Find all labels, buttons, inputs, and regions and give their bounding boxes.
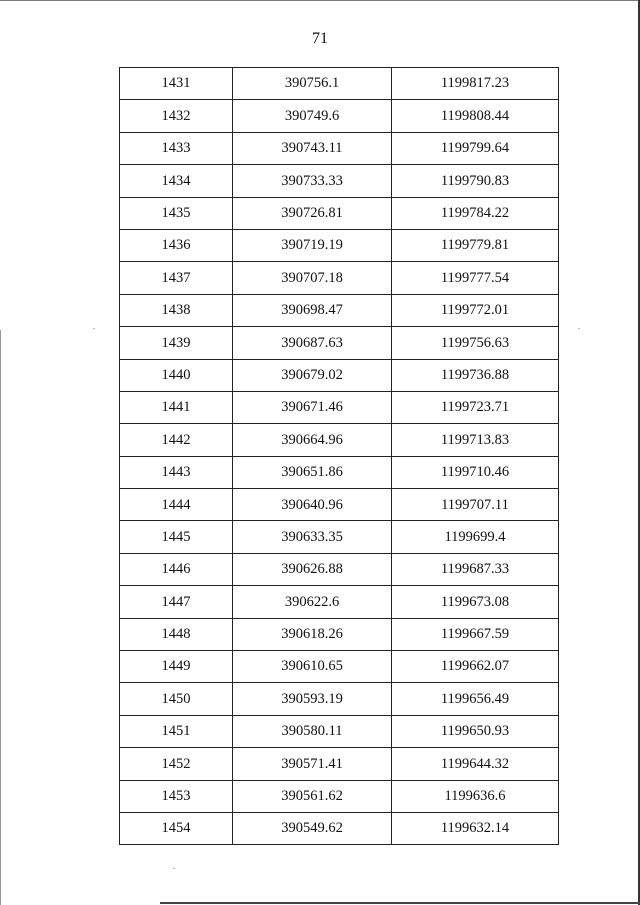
page-number: 71 — [312, 30, 328, 47]
table-row — [120, 618, 559, 650]
table-row — [120, 683, 559, 715]
x-coordinate-cell: 390593.19 — [233, 683, 392, 715]
x-coordinate-cell: 390664.96 — [233, 424, 392, 456]
y-coordinate-cell: 1199644.32 — [392, 748, 559, 780]
point-number-cell: 1448 — [120, 618, 233, 650]
point-number-cell: 1436 — [120, 229, 233, 261]
x-coordinate-cell: 390610.65 — [233, 651, 392, 683]
x-coordinate-cell: 390626.88 — [233, 553, 392, 585]
y-coordinate-cell: 1199723.71 — [392, 391, 559, 423]
y-coordinate-cell: 1199779.81 — [392, 229, 559, 261]
x-coordinate-cell: 390640.96 — [233, 489, 392, 521]
x-coordinate-cell: 390719.19 — [233, 229, 392, 261]
y-coordinate-cell: 1199808.44 — [392, 100, 559, 132]
y-coordinate-cell: 1199707.11 — [392, 489, 559, 521]
y-coordinate-cell: 1199736.88 — [392, 359, 559, 391]
table-row — [120, 489, 559, 521]
page-edge-top — [0, 0, 640, 1]
point-number-cell: 1452 — [120, 748, 233, 780]
scan-speck — [173, 868, 175, 869]
y-coordinate-cell: 1199710.46 — [392, 456, 559, 488]
y-coordinate-cell: 1199673.08 — [392, 586, 559, 618]
y-coordinate-cell: 1199650.93 — [392, 715, 559, 747]
table-row — [120, 456, 559, 488]
x-coordinate-cell: 390622.6 — [233, 586, 392, 618]
x-coordinate-cell: 390707.18 — [233, 262, 392, 294]
coordinate-table-body — [120, 68, 559, 845]
x-coordinate-cell: 390756.1 — [233, 68, 392, 100]
y-coordinate-cell: 1199790.83 — [392, 165, 559, 197]
point-number-cell: 1434 — [120, 165, 233, 197]
table-row — [120, 197, 559, 229]
point-number-cell: 1439 — [120, 327, 233, 359]
x-coordinate-cell: 390679.02 — [233, 359, 392, 391]
table-row — [120, 294, 559, 326]
y-coordinate-cell: 1199777.54 — [392, 262, 559, 294]
table-row — [120, 651, 559, 683]
y-coordinate-cell: 1199656.49 — [392, 683, 559, 715]
x-coordinate-cell: 390733.33 — [233, 165, 392, 197]
point-number-cell: 1450 — [120, 683, 233, 715]
x-coordinate-cell: 390571.41 — [233, 748, 392, 780]
table-row — [120, 327, 559, 359]
point-number-cell: 1438 — [120, 294, 233, 326]
point-number-cell: 1431 — [120, 68, 233, 100]
page-edge-left — [0, 330, 1, 905]
point-number-cell: 1446 — [120, 553, 233, 585]
y-coordinate-cell: 1199667.59 — [392, 618, 559, 650]
y-coordinate-cell: 1199687.33 — [392, 553, 559, 585]
point-number-cell: 1444 — [120, 489, 233, 521]
x-coordinate-cell: 390561.62 — [233, 780, 392, 812]
point-number-cell: 1432 — [120, 100, 233, 132]
x-coordinate-cell: 390743.11 — [233, 132, 392, 164]
x-coordinate-cell: 390549.62 — [233, 812, 392, 844]
y-coordinate-cell: 1199632.14 — [392, 812, 559, 844]
point-number-cell: 1454 — [120, 812, 233, 844]
x-coordinate-cell: 390749.6 — [233, 100, 392, 132]
x-coordinate-cell: 390671.46 — [233, 391, 392, 423]
point-number-cell: 1437 — [120, 262, 233, 294]
y-coordinate-cell: 1199699.4 — [392, 521, 559, 553]
y-coordinate-cell: 1199662.07 — [392, 651, 559, 683]
table-row — [120, 68, 559, 100]
table-row — [120, 359, 559, 391]
table-row — [120, 521, 559, 553]
table-row — [120, 553, 559, 585]
table-row — [120, 780, 559, 812]
coordinate-table — [119, 67, 559, 845]
point-number-cell: 1447 — [120, 586, 233, 618]
y-coordinate-cell: 1199636.6 — [392, 780, 559, 812]
point-number-cell: 1440 — [120, 359, 233, 391]
x-coordinate-cell: 390687.63 — [233, 327, 392, 359]
table-row — [120, 812, 559, 844]
page-edge-bottom — [160, 902, 640, 904]
point-number-cell: 1441 — [120, 391, 233, 423]
point-number-cell: 1445 — [120, 521, 233, 553]
scan-speck — [93, 328, 95, 329]
x-coordinate-cell: 390651.86 — [233, 456, 392, 488]
x-coordinate-cell: 390618.26 — [233, 618, 392, 650]
x-coordinate-cell: 390698.47 — [233, 294, 392, 326]
table-row — [120, 229, 559, 261]
table-row — [120, 715, 559, 747]
point-number-cell: 1433 — [120, 132, 233, 164]
table-row — [120, 100, 559, 132]
table-row — [120, 586, 559, 618]
y-coordinate-cell: 1199756.63 — [392, 327, 559, 359]
table-row — [120, 424, 559, 456]
table-row — [120, 391, 559, 423]
point-number-cell: 1443 — [120, 456, 233, 488]
y-coordinate-cell: 1199772.01 — [392, 294, 559, 326]
x-coordinate-cell: 390580.11 — [233, 715, 392, 747]
table-row — [120, 748, 559, 780]
x-coordinate-cell: 390726.81 — [233, 197, 392, 229]
table-row — [120, 132, 559, 164]
table-row — [120, 165, 559, 197]
y-coordinate-cell: 1199784.22 — [392, 197, 559, 229]
y-coordinate-cell: 1199817.23 — [392, 68, 559, 100]
point-number-cell: 1451 — [120, 715, 233, 747]
y-coordinate-cell: 1199713.83 — [392, 424, 559, 456]
point-number-cell: 1435 — [120, 197, 233, 229]
point-number-cell: 1449 — [120, 651, 233, 683]
y-coordinate-cell: 1199799.64 — [392, 132, 559, 164]
x-coordinate-cell: 390633.35 — [233, 521, 392, 553]
point-number-cell: 1453 — [120, 780, 233, 812]
scan-speck — [578, 328, 580, 329]
table-row — [120, 262, 559, 294]
point-number-cell: 1442 — [120, 424, 233, 456]
